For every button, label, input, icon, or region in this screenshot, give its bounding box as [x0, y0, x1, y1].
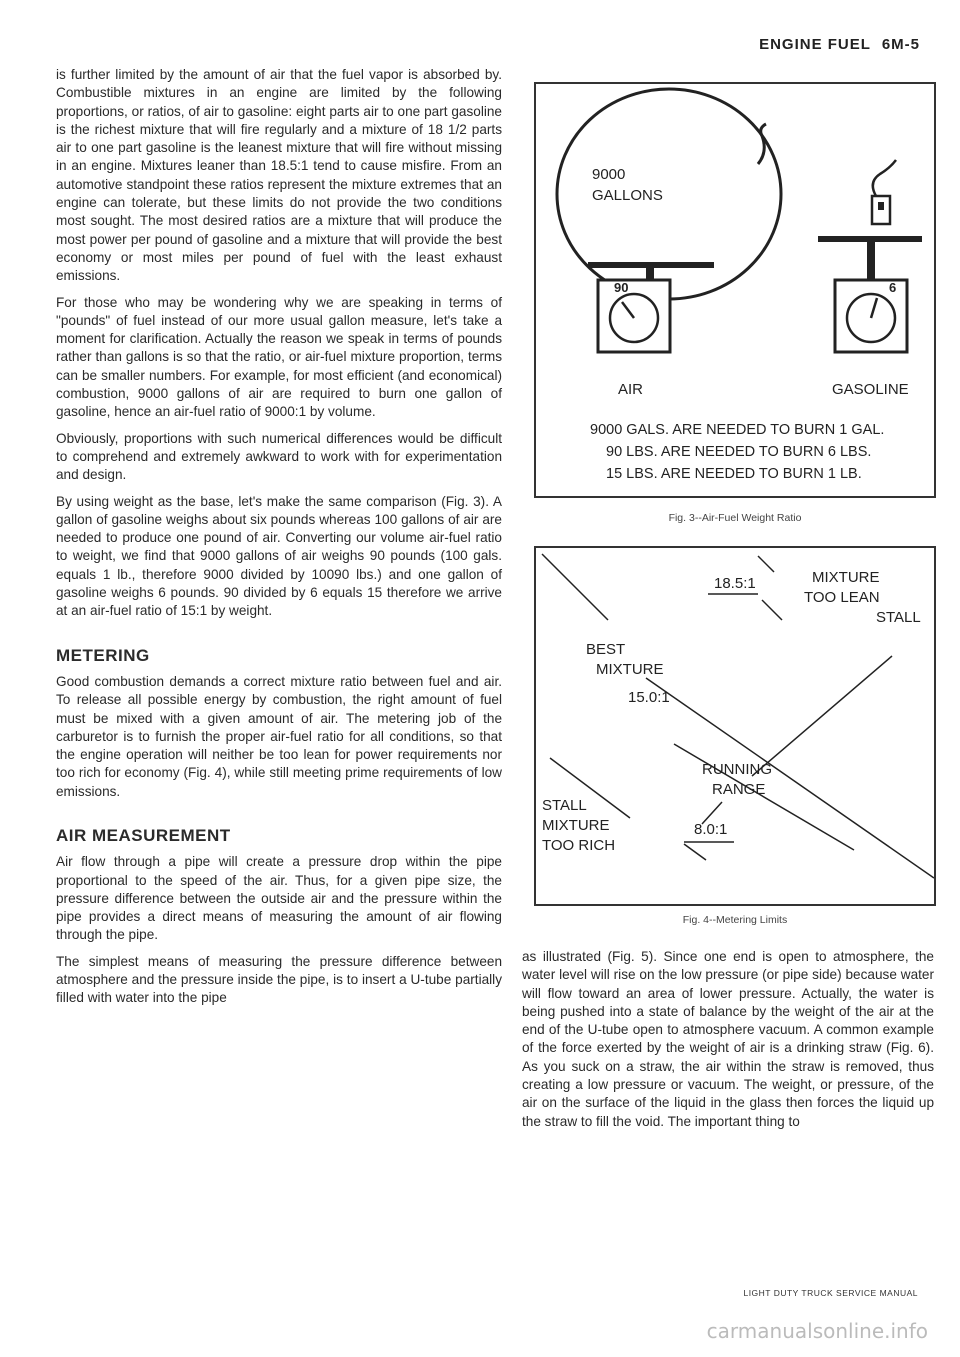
gas-can-spout-icon [873, 160, 896, 196]
right-scale-platform [818, 236, 922, 242]
rich-stall-label: STALL [542, 797, 587, 814]
footer: LIGHT DUTY TRUCK SERVICE MANUAL [743, 1288, 918, 1298]
fig3-caption: Fig. 3--Air-Fuel Weight Ratio [668, 512, 802, 524]
fig3-line-1: 9000 GALS. ARE NEEDED TO BURN 1 GAL. [590, 422, 885, 438]
paragraph: For those who may be wondering why we are speaking in terms of "pounds" of fuel instead of our more usual gallon measure, let's take a moment for clarification. Actually the reason we speak in terms of pounds rather than gallons is so that the ratio, or air-fuel mixture proportion, terms can be smaller numbers. For example, for most efficient (and economical) combustion, 9000 gallons of air are required to burn one gallon of gasoline, hence an air-fuel ratio of 9000:1 by volume. [56, 294, 502, 420]
lean-ratio: 18.5:1 [714, 575, 756, 592]
rich-marker-bottom [684, 844, 706, 860]
fig3-line-2: 90 LBS. ARE NEEDED TO BURN 6 LBS. [606, 444, 872, 460]
page-number: 6M-5 [881, 36, 920, 53]
balloon-unit: GALLONS [592, 187, 663, 204]
too-lean-label: TOO LEAN [804, 589, 880, 606]
figure-air-fuel-weight-ratio [534, 82, 936, 498]
lean-mixture-label: MIXTURE [812, 569, 880, 586]
paragraph: as illustrated (Fig. 5). Since one end is open to atmosphere, the water level will rise on the low pressure (or pipe side) because water will flow toward an area of lower pressure. Actually, the water is being pushed into a state of balance by the weight of the air at the end of the U-tube open to atmosphere vacuum. A common example of the force exerted by the weight of air is a drinking straw (Fig. 6). As you suck on a straw, the air within the straw is removed, thus creating a low pressure or vacuum. The weight, or pressure, of the air on the surface of the liquid in the glass then forces the liquid up the straw to fill the void. The important thing to [522, 949, 934, 1129]
lean-marker-bottom [762, 600, 782, 620]
left-scale-reading: 90 [614, 280, 629, 295]
label-air: AIR [618, 381, 644, 398]
best-mixture-label: MIXTURE [596, 661, 664, 678]
lean-pointer-line [752, 656, 892, 776]
rich-ratio: 8.0:1 [694, 821, 728, 838]
best-mixture-line [542, 554, 608, 620]
balloon-volume: 9000 [592, 166, 626, 183]
paragraph: Obviously, proportions with such numerical differences would be difficult to comprehend and extremely awkward to work with for experimentation and design. [56, 430, 502, 483]
range-label: RANGE [712, 781, 766, 798]
fig3-line-3: 15 LBS. ARE NEEDED TO BURN 1 LB. [606, 466, 862, 482]
paragraph: By using weight as the base, let's make the same comparison (Fig. 3). A gallon of gasoline weighs about six pounds whereas 100 gallons of air are needed to produce one pound of air. Converting our volume air-fuel ratio to weight, we find that 9000 gallons of air weighs 90 pounds (100 gals. equals 1 lb., therefore 9000 divided by 10090 lbs.) and one gallon of gasoline weighs 6 pounds. 90 divided by 6 equals 15 therefore we arrive at an air-fuel ratio of 15:1 by weight. [56, 493, 502, 619]
paragraph: The simplest means of measuring the pressure difference between atmosphere and the pressure inside the pipe, is to insert a U-tube partially filled with water into the pipe [56, 953, 502, 1006]
left-scale-stem [646, 268, 654, 280]
paragraph: Air flow through a pipe will create a pressure drop within the pipe proportional to the speed of the air. Thus, for a given pipe size, the pressure difference between the outside air and the pressure within the pipe provides a direct means of measuring the amount of air flowing through the pipe. [56, 854, 502, 943]
lean-stall-label: STALL [876, 609, 921, 626]
rich-mixture-label: MIXTURE [542, 817, 610, 834]
right-column [522, 948, 934, 1131]
too-rich-label: TOO RICH [542, 837, 616, 854]
fig4-caption: Fig. 4--Metering Limits [682, 914, 788, 926]
section-heading-air-measurement: AIR MEASUREMENT [56, 825, 231, 845]
section-heading-metering: METERING [56, 645, 150, 665]
fig3-illustration [536, 84, 934, 496]
figure-metering-limits [534, 546, 936, 906]
fig4-illustration [536, 548, 934, 904]
paragraph: Good combustion demands a correct mixture ratio between fuel and air. To release all possible energy by combustion, the right amount of fuel must be mixed with a given amount of air. The metering job of the carburetor is to furnish the proper air-fuel ratio for all conditions, so that the engine operation will neither be too lean for power requirements nor too rich for economy (Fig. 4), while still meeting prime requirements of low emissions. [56, 673, 502, 799]
label-gasoline: GASOLINE [832, 381, 909, 398]
right-scale-stem [867, 242, 875, 280]
left-scale-platform [588, 262, 714, 268]
paragraph: is further limited by the amount of air that the fuel vapor is absorbed by. Combustible mixtures in an engine are limited by the following proportions, or ratios, of air to gasoline: eight parts air to one part gasoline is the richest mixture that will fire regularly and a mixture of 18 1/2 parts air to one part gasoline is the leanest mixture that will fire without missing in an engine. Mixtures leaner than 18.5:1 tend to cause misfire. From an automotive standpoint these ratios represent the mixture extremes that an engine can tolerate, but these limits do not provide the two conditions most sought. The most desired ratios are a mixture that will produce the most power per pound of gasoline and a mixture that will provide the best economy or most miles per pound of fuel with the least exhaust emissions. [56, 67, 502, 284]
running-label: RUNNING [702, 761, 772, 778]
lean-marker-top [758, 556, 774, 572]
right-scale-reading: 6 [889, 280, 897, 295]
best-label: BEST [586, 641, 626, 658]
best-ratio: 15.0:1 [628, 689, 670, 706]
page-header [759, 36, 920, 53]
header-title: ENGINE FUEL [759, 36, 871, 53]
watermark: carmanualsonline.info [706, 1319, 928, 1343]
gas-can-label [878, 202, 884, 210]
left-column [56, 66, 502, 1016]
